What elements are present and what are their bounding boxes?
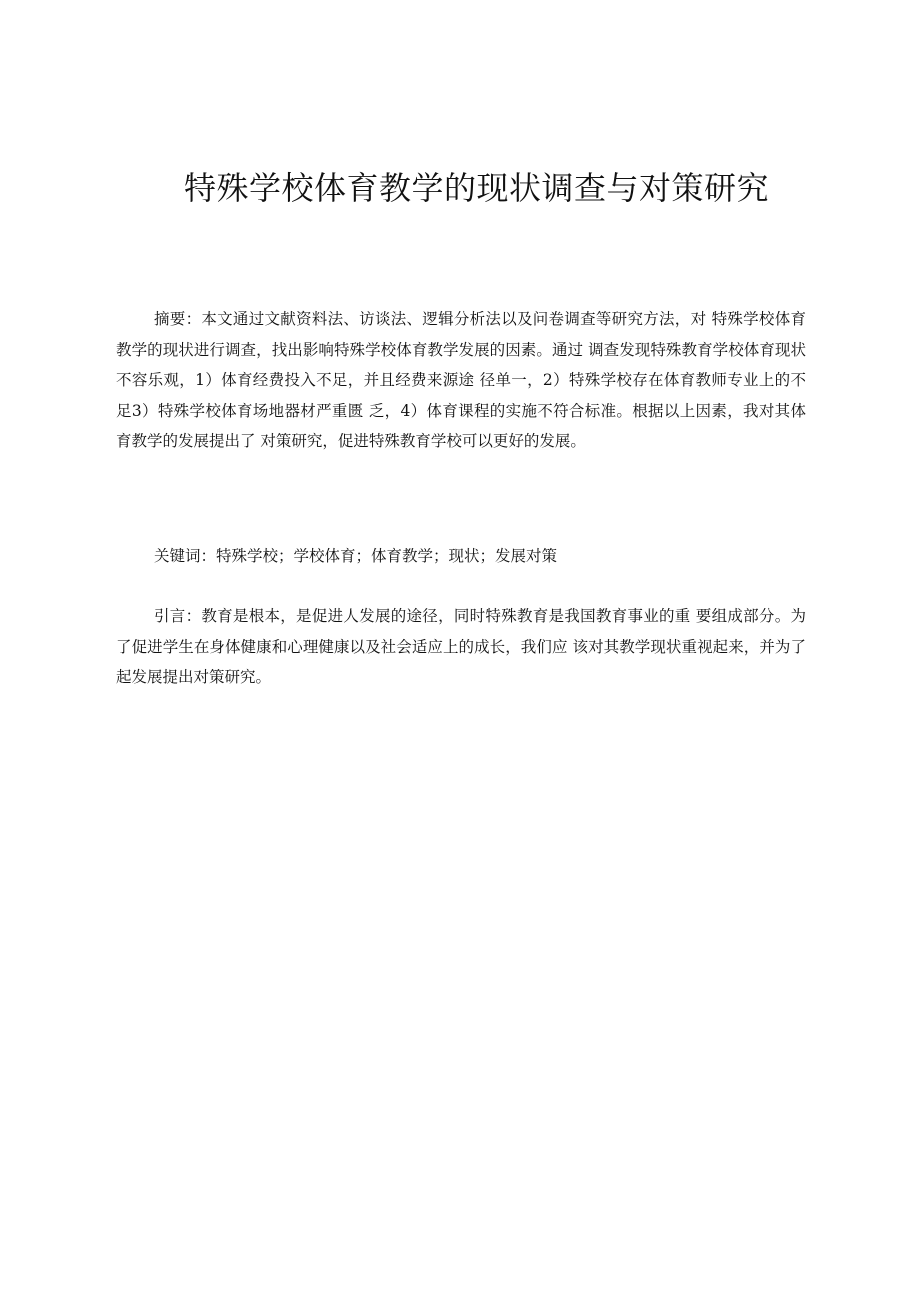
abstract-paragraph: 摘要：本文通过文献资料法、访谈法、逻辑分析法以及问卷调查等研究方法，对 特殊学校体育教学的现状进行调查，找出影响特殊学校体育教学发展的因素。通过 调查发现特殊教育学校体育现状不容乐观，1）体育经费投入不足，并且经费来源途 径单一，2）特殊学校存在体育教师专业上的不足3）特殊学校体育场地器材严重匮 乏，4）体育课程的实施不符合标准。根据以上因素，我对其体育教学的发展提出了 对策研究，促进特殊教育学校可以更好的发展。 <box>116 310 806 450</box>
introduction-paragraph: 引言：教育是根本，是促进人发展的途径，同时特殊教育是我国教育事业的重 要组成部分。为了促进学生在身体健康和心理健康以及社会适应上的成长，我们应 该对其教学现状重视起来，并为了起发展提出对策研究。 <box>116 607 806 686</box>
keywords-line: 关键词：特殊学校；学校体育；体育教学；现状；发展对策 <box>154 547 558 565</box>
document-title: 特殊学校体育教学的现状调查与对策研究 <box>184 169 770 207</box>
